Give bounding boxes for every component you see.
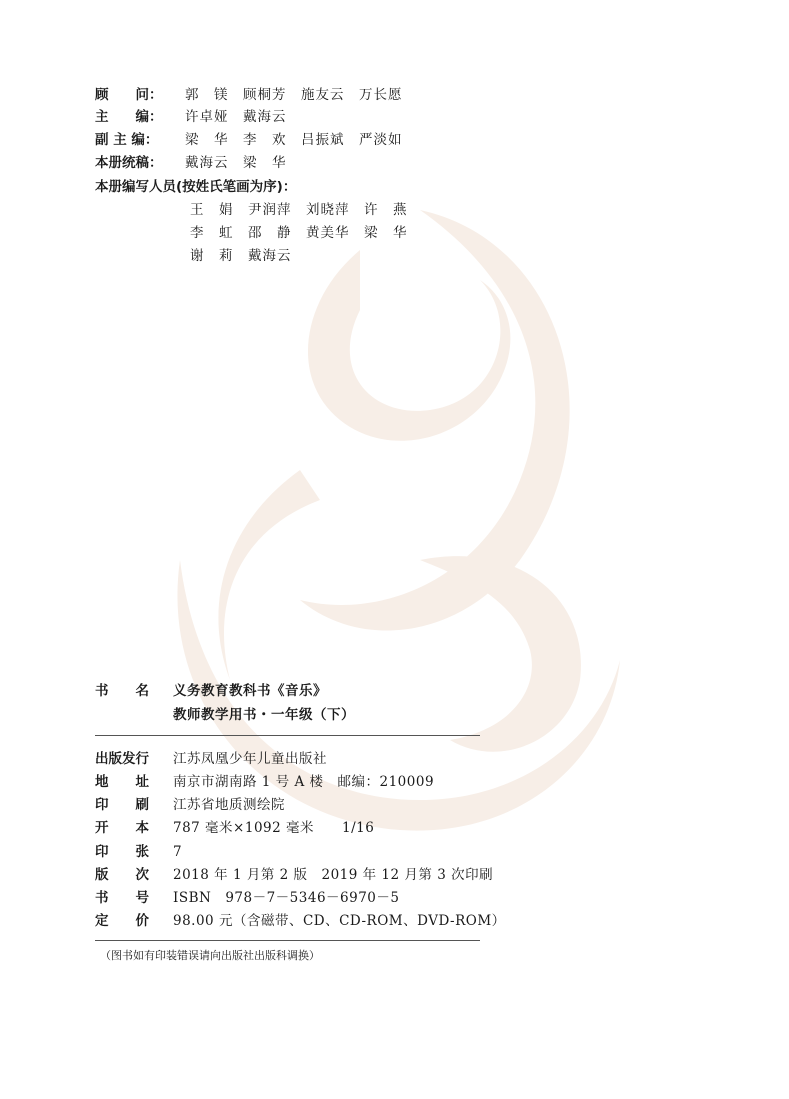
book-name-line-1: 义务教育教科书《音乐》 bbox=[173, 683, 327, 699]
staff-names-advisor: 郭 镁 顾桐芳 施友云 万长愿 bbox=[185, 87, 403, 103]
staff-label-advisor: 顾 问： bbox=[95, 87, 163, 103]
staff-label-compiler: 本册统稿： bbox=[95, 155, 163, 171]
staff-names-compiler: 戴海云 梁 华 bbox=[185, 155, 287, 171]
info-value-sheets: 7 bbox=[173, 844, 183, 860]
staff-label-deputy-editor: 副 主 编： bbox=[95, 132, 159, 148]
info-label-address: 地 址 bbox=[95, 774, 149, 790]
bottom-divider bbox=[95, 940, 480, 941]
writers-label: 本册编写人员(按姓氏笔画为序)： bbox=[95, 179, 297, 195]
book-name-label: 书 名 bbox=[95, 683, 149, 699]
info-value-edition: 2018 年 1 月第 2 版 2019 年 12 月第 3 次印刷 bbox=[173, 867, 494, 883]
info-label-price: 定 价 bbox=[95, 913, 149, 929]
writers-line-2: 李 虹 邵 静 黄美华 梁 华 bbox=[190, 225, 408, 241]
info-value-price: 98.00 元（含磁带、CD、CD-ROM、DVD-ROM） bbox=[173, 913, 506, 929]
info-value-address: 南京市湖南路 1 号 A 楼 邮编：210009 bbox=[173, 774, 435, 790]
writers-line-3: 谢 莉 戴海云 bbox=[190, 248, 292, 264]
info-value-isbn: ISBN 978－7－5346－6970－5 bbox=[173, 890, 400, 906]
footnote: （图书如有印装错误请向出版社出版科调换） bbox=[100, 949, 320, 962]
staff-names-deputy-editor: 梁 华 李 欢 吕振斌 严淡如 bbox=[185, 132, 403, 148]
staff-names-editor: 许卓娅 戴海云 bbox=[185, 109, 287, 125]
info-value-publisher: 江苏凤凰少年儿童出版社 bbox=[173, 751, 327, 767]
info-label-sheets: 印 张 bbox=[95, 844, 149, 860]
info-label-printer: 印 刷 bbox=[95, 797, 149, 813]
info-label-format: 开 本 bbox=[95, 820, 149, 836]
writers-line-1: 王 娟 尹润萍 刘晓萍 许 燕 bbox=[190, 202, 408, 218]
book-name-line-2: 教师教学用书・一年级（下） bbox=[173, 707, 355, 723]
info-label-publisher: 出版发行 bbox=[95, 751, 149, 767]
info-value-printer: 江苏省地质测绘院 bbox=[173, 797, 285, 813]
info-label-edition: 版 次 bbox=[95, 867, 149, 883]
staff-label-editor: 主 编： bbox=[95, 109, 163, 125]
info-value-format: 787 毫米×1092 毫米 1/16 bbox=[173, 820, 375, 836]
top-divider bbox=[95, 735, 480, 736]
info-label-isbn: 书 号 bbox=[95, 890, 149, 906]
